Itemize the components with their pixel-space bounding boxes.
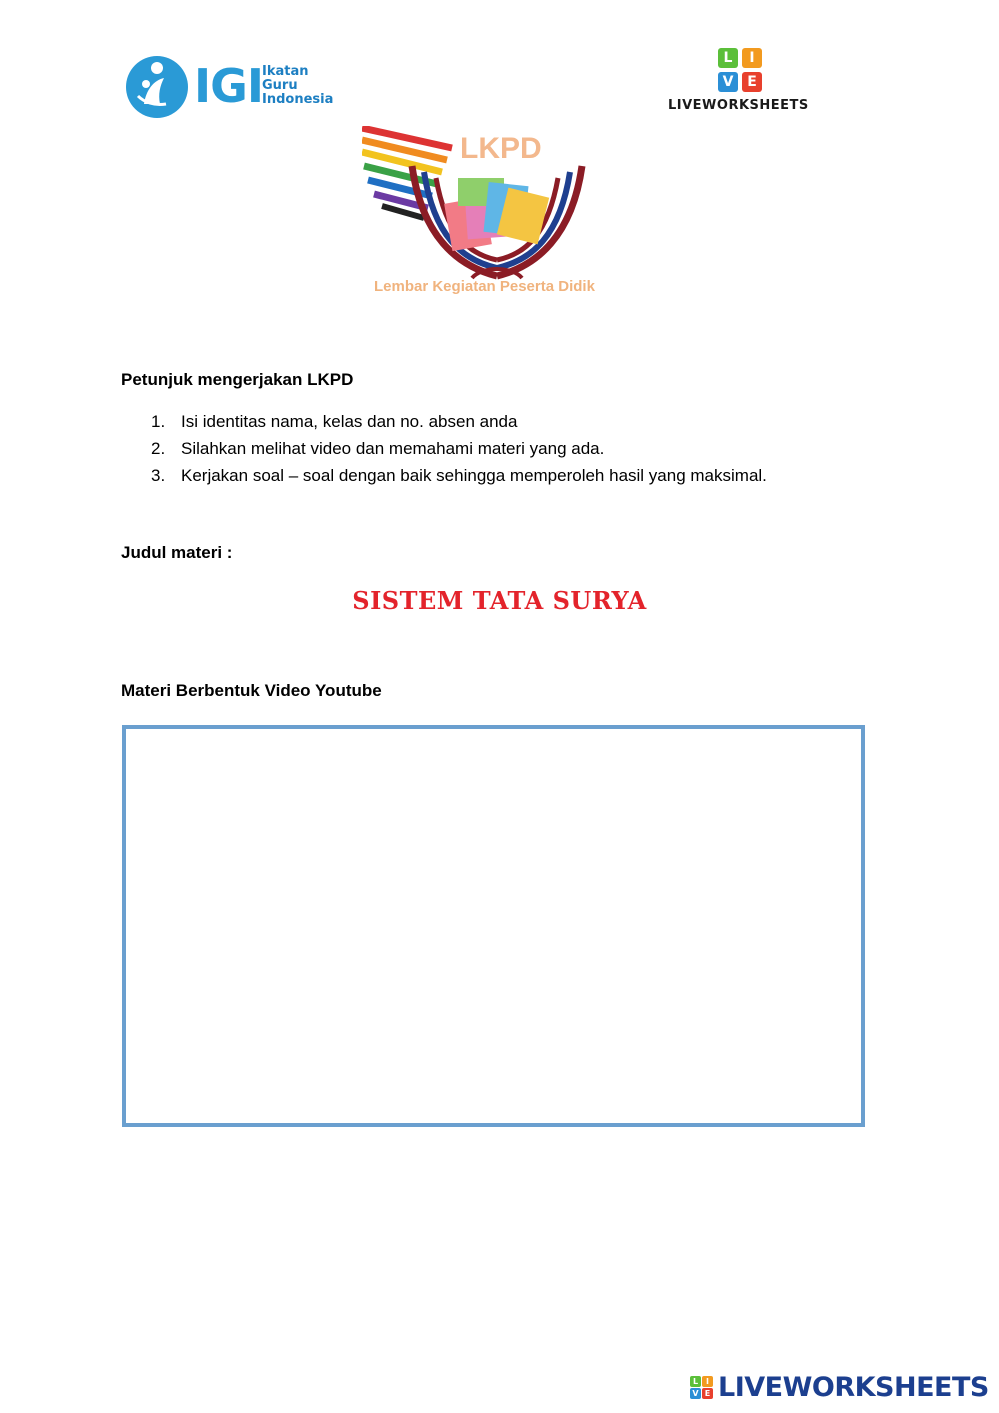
footer-liveworksheets-brand[interactable] [690, 1372, 990, 1406]
list-item-text: Kerjakan soal – soal dengan baik sehingga memperoleh hasil yang maksimal. [181, 466, 767, 485]
igi-line-3: Indonesia [262, 92, 334, 107]
igi-line-2: Guru [262, 78, 298, 93]
list-item-number: 3. [151, 466, 166, 485]
liveworksheets-wordmark: LIVEWORKSHEETS [668, 98, 809, 113]
logo-tile-l: L [718, 48, 738, 68]
footer-tile-i: I [702, 1376, 713, 1387]
footer-wordmark: LIVEWORKSHEETS [718, 1372, 989, 1403]
list-item-number: 2. [151, 439, 166, 458]
video-heading: Materi Berbentuk Video Youtube [121, 681, 382, 700]
igi-emblem-icon [124, 54, 190, 120]
list-item-text: Silahkan melihat video dan memahami materi yang ada. [181, 439, 605, 458]
notebooks-icon [444, 178, 549, 251]
footer-tile-v: V [690, 1388, 701, 1399]
colored-pencils-icon [362, 128, 452, 218]
igi-letters: IGI [194, 59, 263, 113]
material-heading: Judul materi : [121, 543, 233, 562]
footer-tile-l: L [690, 1376, 701, 1387]
logo-tile-v: V [718, 72, 738, 92]
logo-tile-e: E [742, 72, 762, 92]
igi-line-1: Ikatan [262, 64, 309, 79]
list-item-number: 1. [151, 412, 166, 431]
topic-title: SISTEM TATA SURYA [352, 586, 647, 615]
liveworksheets-logo [668, 46, 838, 118]
lkpd-tagline: Lembar Kegiatan Peserta Didik [374, 278, 595, 295]
lkpd-banner [362, 126, 632, 306]
youtube-video-frame[interactable] [122, 725, 865, 1127]
igi-subtitle [262, 65, 342, 107]
footer-tile-e: E [702, 1388, 713, 1399]
list-item-text: Isi identitas nama, kelas dan no. absen anda [181, 412, 518, 431]
lkpd-title: LKPD [460, 132, 542, 165]
igi-logo [124, 52, 339, 124]
instructions-heading: Petunjuk mengerjakan LKPD [121, 370, 354, 389]
footer-logo-tiles-icon [690, 1376, 714, 1400]
logo-tile-i: I [742, 48, 762, 68]
